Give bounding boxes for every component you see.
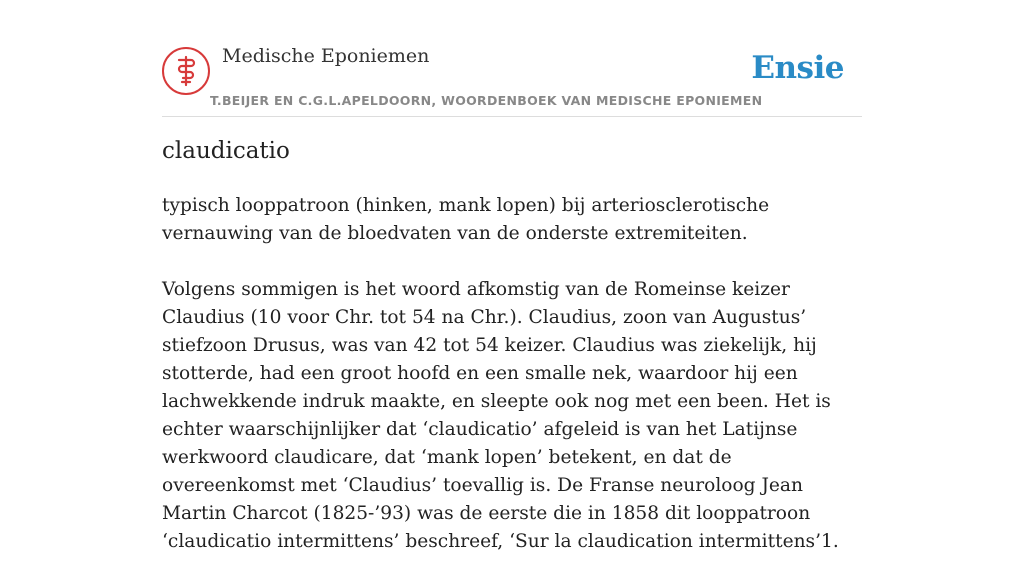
definition-paragraph: typisch looppatroon (hinken, mank lopen) bij arteriosclerotische vernauwing van de bloedvaten van de onderste extremiteiten. <box>162 195 770 244</box>
ensie-logo[interactable]: Ensie <box>751 50 844 86</box>
entry-definition <box>162 192 862 584</box>
source-subtitle: T.BEIJER EN C.G.L.APELDOORN, WOORDENBOEK VAN MEDISCHE EPONIEMEN <box>210 93 763 108</box>
entry-page <box>162 0 862 552</box>
page-title: claudicatio <box>162 138 290 164</box>
source-header <box>162 0 862 117</box>
etymology-paragraph: Volgens sommigen is het woord afkomstig van de Romeinse keizer Claudius (10 voor Chr. tot 54 na Chr.). Claudius, zoon van Augustus’ stiefzoon Drusus, was van 42 tot 54 keizer. Claudius was ziekelijk, hij stotterde, had een groot hoofd en een smalle nek, waardoor hij een lachwekkende indruk maakte, en sleepte ook nog met een been. Het is echter waarschijnlijker dat ‘claudicatio’ afgeleid is van het Latijnse werkwoord claudicare, dat ‘mank lopen’ betekent, en dat de overeenkomst met ‘Claudius’ toevallig is. De Franse neuroloog Jean Martin Charcot (1825-’93) was de eerste die in 1858 dit looppatroon ‘claudicatio intermittens’ beschreef, ‘Sur la claudication intermittens’1. <box>162 279 839 552</box>
caduceus-icon[interactable] <box>162 47 210 95</box>
source-title[interactable]: Medische Eponiemen <box>222 45 430 67</box>
